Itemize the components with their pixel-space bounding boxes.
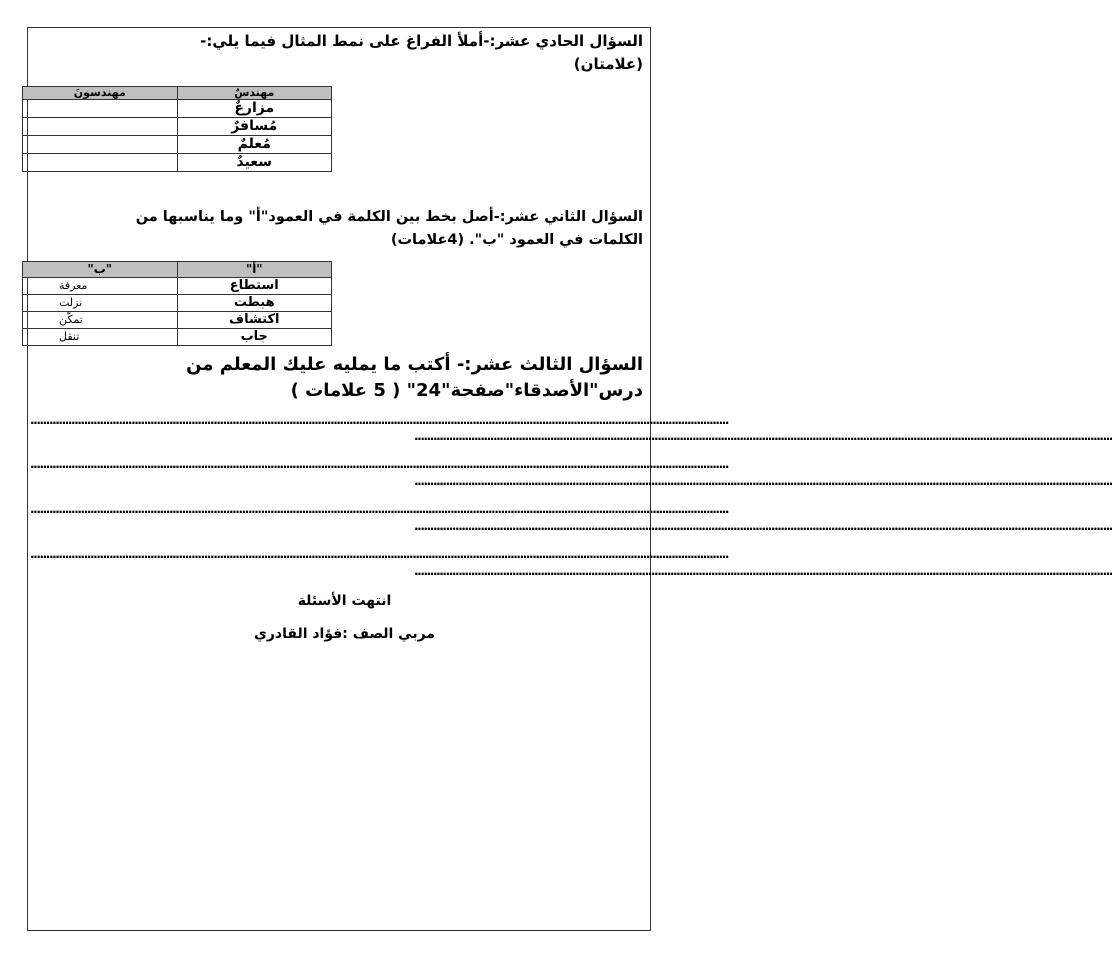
column-b-word: معرفة xyxy=(23,278,178,295)
question-11-prompt: السؤال الحادي عشر:-أملأ الفراغ على نمط المثال فيما يلي:- xyxy=(200,32,643,50)
question-11 xyxy=(200,30,643,76)
dictation-line[interactable]: ............................................................................................................................................................................................................................. xyxy=(414,564,1112,578)
table-row xyxy=(23,118,332,136)
plural-answer-blank[interactable] xyxy=(23,100,178,118)
column-b-word: نزلت xyxy=(23,295,178,312)
table-row xyxy=(23,154,332,172)
dictation-line[interactable]: ............................................................................................................................................................................................................................. xyxy=(30,502,729,516)
plural-answer-blank[interactable] xyxy=(23,118,178,136)
table-row xyxy=(23,329,332,346)
column-a-word: استطاع xyxy=(177,278,332,295)
singular-word: مُعلمٌ xyxy=(177,136,332,154)
header-singular: مهندسٌ xyxy=(177,87,332,100)
singular-word: مُسافرٌ xyxy=(177,118,332,136)
dictation-line[interactable]: ............................................................................................................................................................................................................................. xyxy=(30,457,729,471)
table-header-row xyxy=(23,262,332,278)
column-a-word: هبطت xyxy=(177,295,332,312)
header-plural: مهندسونَ xyxy=(23,87,178,100)
question-12 xyxy=(136,206,643,252)
question-11-marks: (علامتان) xyxy=(573,55,643,73)
header-column-b: "ب" xyxy=(23,262,178,278)
plural-answer-blank[interactable] xyxy=(23,154,178,172)
teacher-signature: مربي الصف :فؤاد القادري xyxy=(254,626,435,642)
table-row xyxy=(23,295,332,312)
dictation-line[interactable]: ............................................................................................................................................................................................................................. xyxy=(414,519,1112,533)
table-header-row xyxy=(23,87,332,100)
question-12-prompt: السؤال الثاني عشر:-أصل بخط بين الكلمة في العمود"أ" وما يناسبها من xyxy=(135,209,643,225)
dictation-line[interactable]: ............................................................................................................................................................................................................................. xyxy=(414,429,1112,443)
table-row xyxy=(23,100,332,118)
question-13-marks: درس"الأصدقاء"صفحة"24" ( 5 علامات ) xyxy=(290,380,643,401)
matching-table xyxy=(22,261,332,346)
column-a-word: اكتشاف xyxy=(177,312,332,329)
singular-word: سعيدٌ xyxy=(177,154,332,172)
end-of-questions: انتهت الأسئلة xyxy=(297,593,392,609)
table-row xyxy=(23,312,332,329)
column-b-word: تنقل xyxy=(23,329,178,346)
dictation-line[interactable]: ............................................................................................................................................................................................................................. xyxy=(30,547,729,561)
plural-answer-blank[interactable] xyxy=(23,136,178,154)
table-row xyxy=(23,136,332,154)
dictation-line[interactable]: ............................................................................................................................................................................................................................. xyxy=(30,413,729,427)
table-row xyxy=(23,278,332,295)
question-12-prompt-cont: الكلمات في العمود "ب". (4علامات) xyxy=(390,232,643,248)
question-13-prompt: السؤال الثالث عشر:- أكتب ما يمليه عليك المعلم من xyxy=(186,354,643,375)
dictation-line[interactable]: ............................................................................................................................................................................................................................. xyxy=(414,474,1112,488)
column-a-word: جاب xyxy=(177,329,332,346)
header-column-a: "أ" xyxy=(177,262,332,278)
singular-word: مزارعٌ xyxy=(177,100,332,118)
plural-table xyxy=(22,86,332,172)
question-13 xyxy=(186,352,643,404)
column-b-word: تمكّن xyxy=(23,312,178,329)
